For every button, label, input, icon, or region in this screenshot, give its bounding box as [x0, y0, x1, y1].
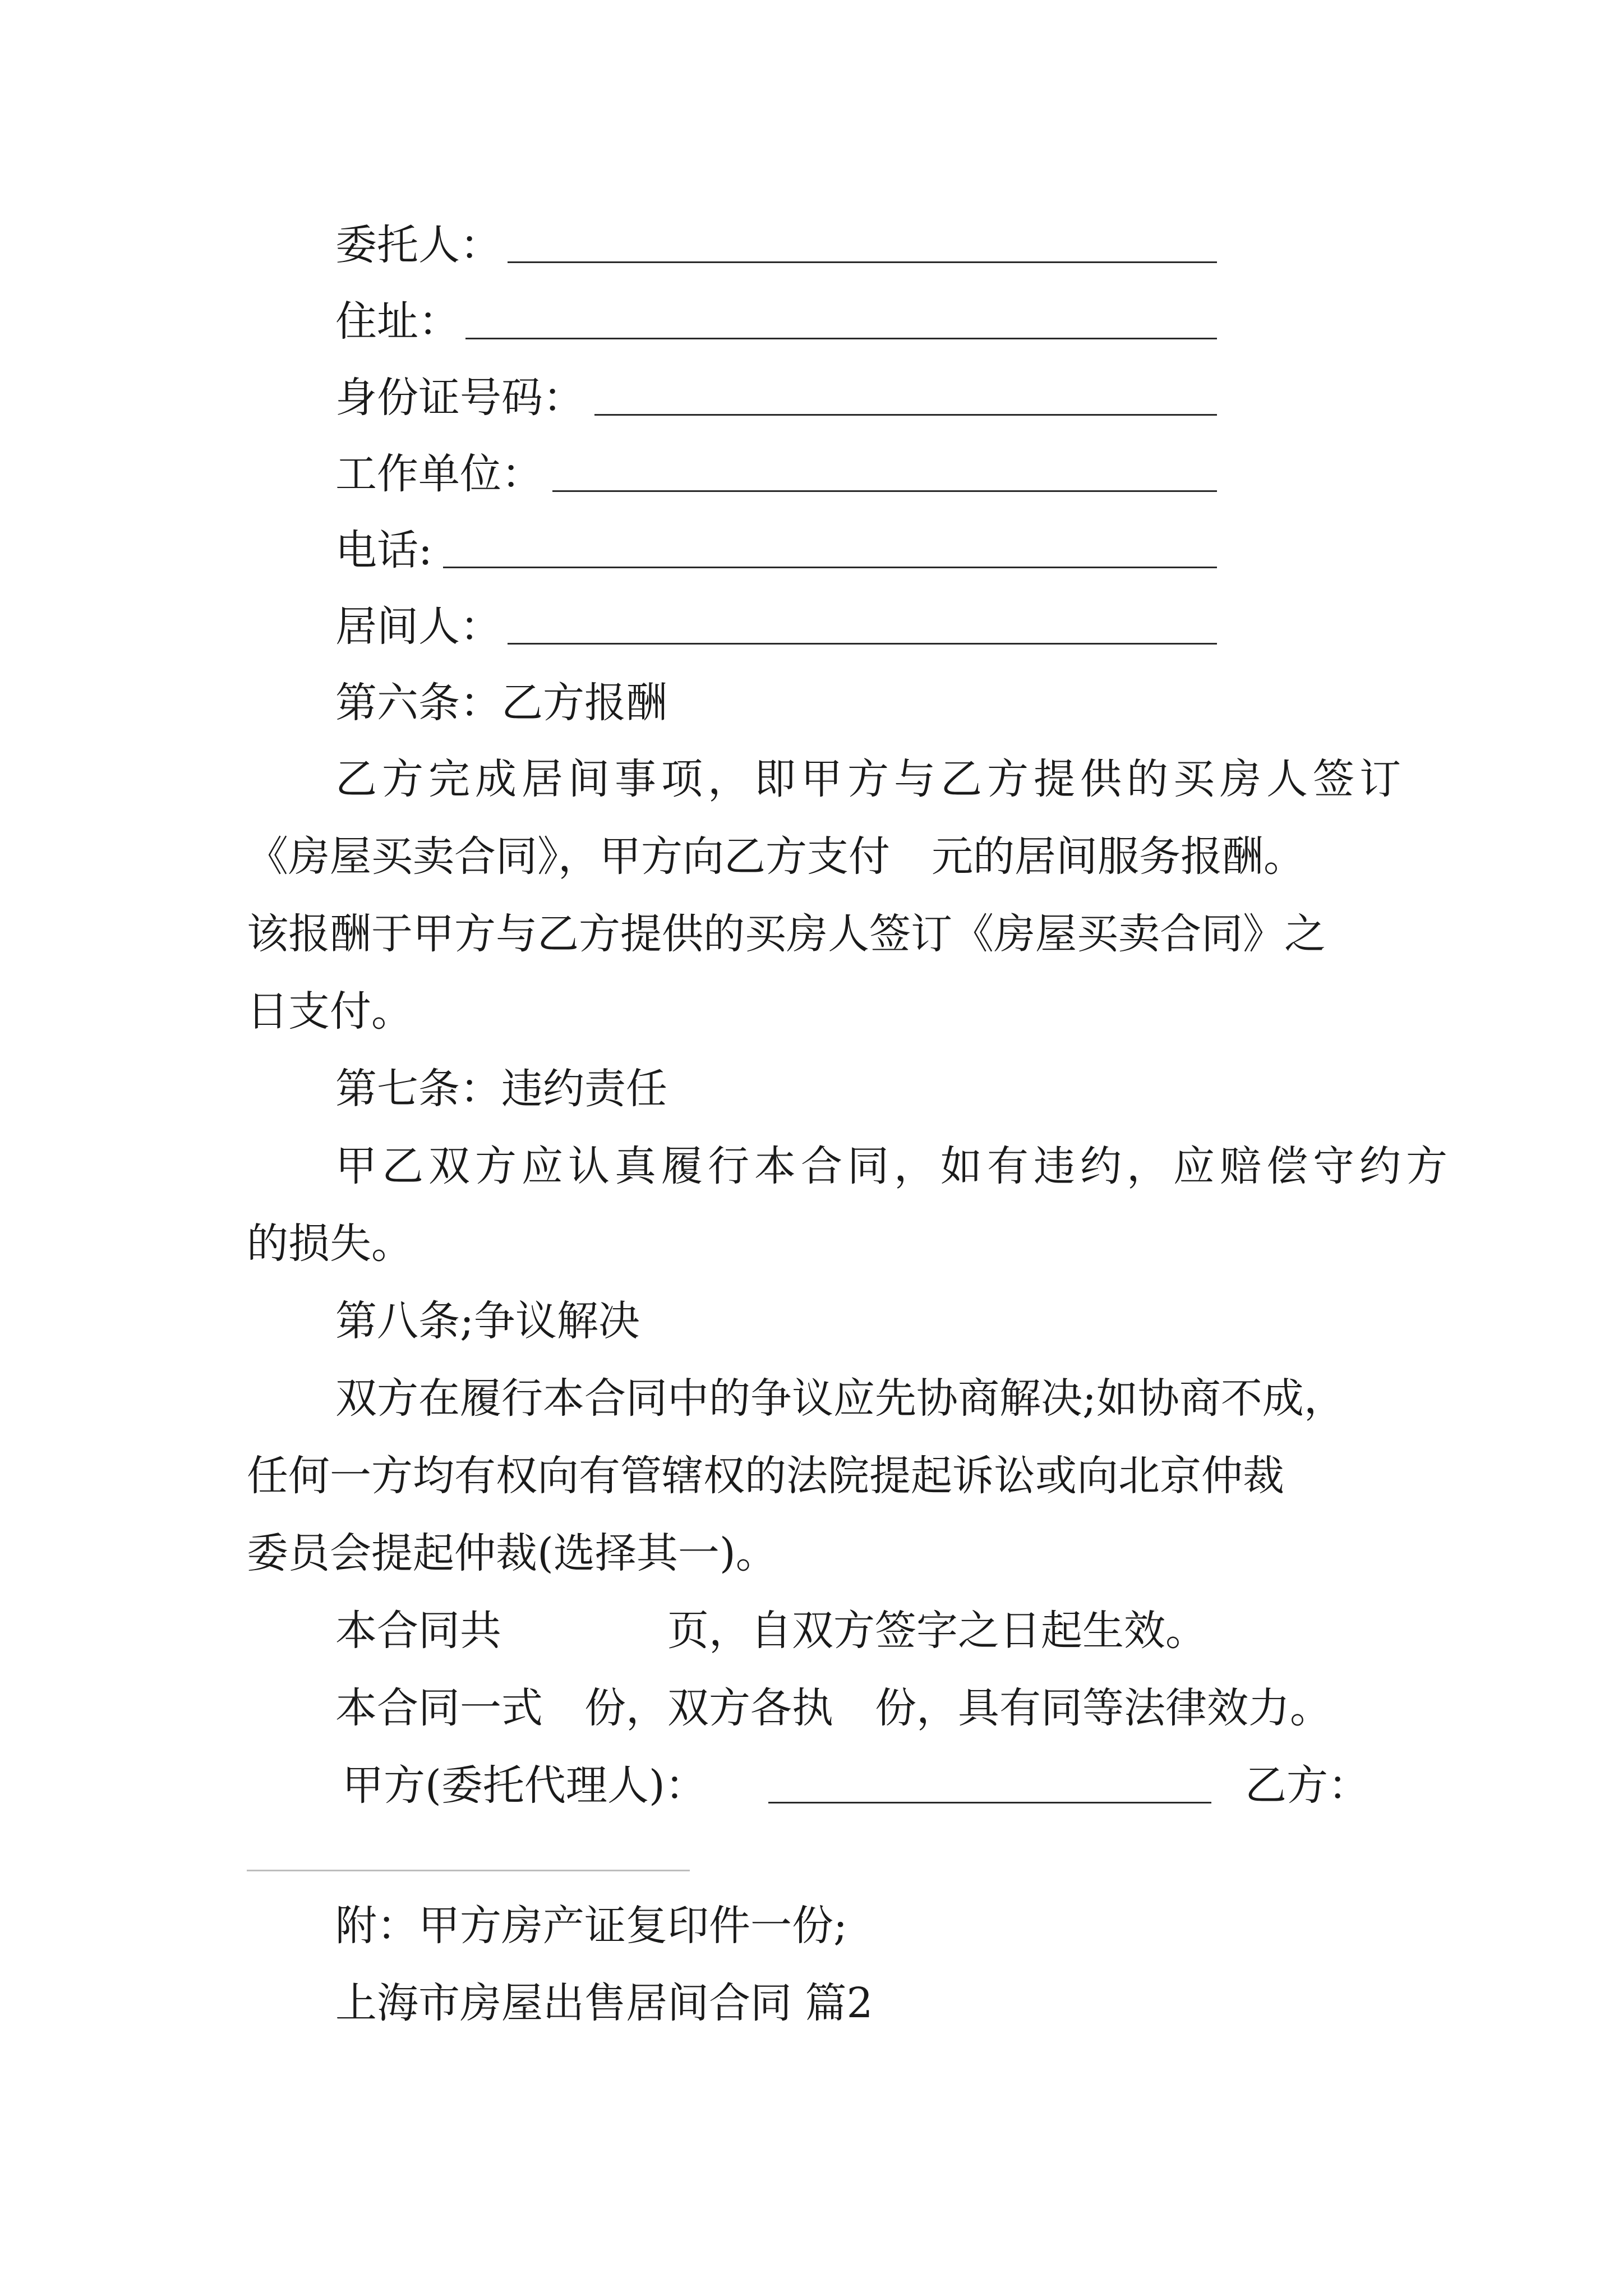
pages-line: 本合同共 页，自双方签字之日起生效。	[335, 1607, 1207, 1655]
article6-line-3: 该报酬于甲方与乙方提供的买房人签订《房屋买卖合同》之	[247, 910, 1326, 958]
article6-heading: 第六条：乙方报酬	[335, 679, 667, 727]
field-blank-principal[interactable]	[508, 261, 1217, 263]
field-label-id-number: 身份证号码：	[335, 374, 584, 422]
field-label-workplace: 工作单位：	[335, 450, 543, 498]
article8-line-1: 双方在履行本合同中的争议应先协商解决;如协商不成，	[335, 1374, 1345, 1423]
party-a-label: 甲方(委托代理人)：	[342, 1761, 707, 1810]
field-blank-workplace[interactable]	[552, 490, 1217, 492]
article6-line-4: 日支付。	[247, 987, 413, 1036]
article8-line-3: 委员会提起仲裁(选择其一)。	[247, 1529, 777, 1577]
article8-line-2: 任何一方均有权向有管辖权的法院提起诉讼或向北京仲裁	[247, 1452, 1284, 1500]
next-section-title: 上海市房屋出售居间合同 篇2	[335, 1979, 873, 2027]
field-blank-address[interactable]	[465, 338, 1217, 339]
field-blank-phone[interactable]	[443, 567, 1217, 568]
field-label-phone: 电话:	[335, 526, 432, 574]
article7-heading: 第七条：违约责任	[335, 1065, 667, 1113]
field-blank-id-number[interactable]	[594, 414, 1217, 416]
copies-line: 本合同一式 份，双方各执 份，具有同等法律效力。	[335, 1684, 1331, 1732]
field-blank-intermediary[interactable]	[508, 643, 1217, 645]
party-a-signature-blank[interactable]	[768, 1802, 1211, 1803]
article6-line-2: 《房屋买卖合同》，甲方向乙方支付 元的居间服务报酬。	[247, 832, 1305, 881]
field-label-principal: 委托人：	[335, 221, 501, 269]
section-divider	[247, 1870, 690, 1871]
article6-line-1: 乙方完成居间事项，即甲方与乙方提供的买房人签订	[335, 755, 1406, 803]
article7-line-2: 的损失。	[247, 1220, 413, 1268]
field-label-intermediary: 居间人：	[335, 602, 501, 651]
attachment-note: 附：甲方房产证复印件一份;	[335, 1902, 847, 1950]
article7-line-1: 甲乙双方应认真履行本合同，如有违约，应赔偿守约方	[335, 1142, 1453, 1190]
article8-heading: 第八条;争议解决	[335, 1297, 640, 1345]
field-label-address: 住址：	[335, 297, 460, 346]
party-b-label: 乙方：	[1245, 1761, 1370, 1810]
